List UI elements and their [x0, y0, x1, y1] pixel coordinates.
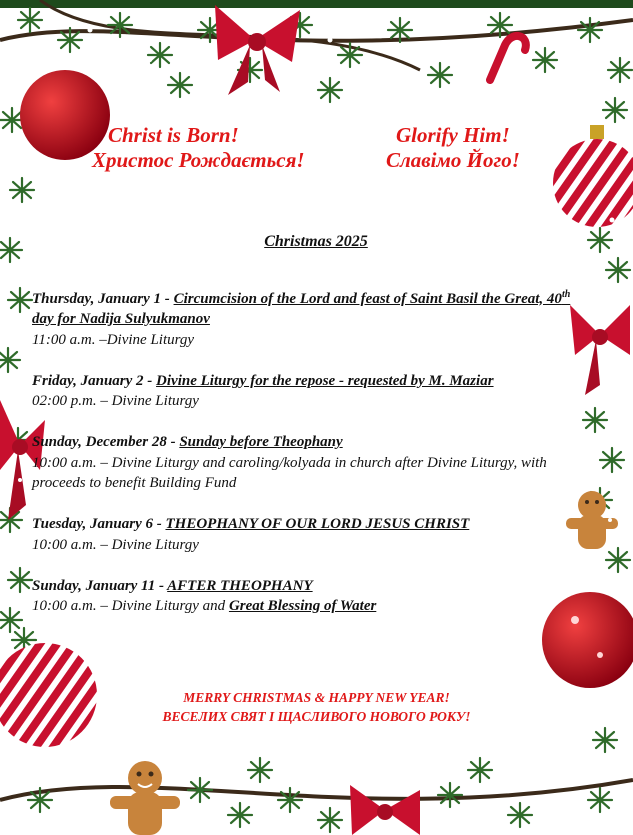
event-january-6 [32, 514, 592, 555]
event-heading [32, 371, 592, 392]
red-bow-top [215, 5, 300, 95]
event-name-text: Circumcision of the Lord and feast of Saint Basil the Great, 40 [173, 290, 562, 307]
greeting-line-english: Glorify Him! [396, 123, 510, 147]
greeting-christ-is-born [92, 123, 305, 173]
event-december-28 [32, 432, 592, 494]
event-name: THEOPHANY OF OUR LORD JESUS CHRIST [165, 516, 470, 532]
event-heading [32, 514, 592, 535]
pine-branches-bottom [0, 758, 633, 832]
pine-branches-left [0, 108, 36, 652]
event-details [32, 596, 592, 617]
closing-greeting [0, 688, 633, 726]
event-date: Sunday, December 28 - [32, 434, 180, 450]
event-name-end: day for Nadija Sulyukmanov [32, 311, 210, 327]
event-details: 10:00 a.m. – Divine Liturgy [32, 536, 199, 553]
greeting-glorify-him [386, 123, 520, 173]
event-date: Thursday, January 1 - [32, 290, 174, 307]
event-details-emphasis: Great Blessing of Water [228, 598, 377, 614]
gingerbread-man-bottom-left [110, 761, 180, 835]
greeting-line-ukrainian: Славімо Його! [386, 148, 520, 172]
schedule [32, 232, 592, 637]
greeting-line-ukrainian: Христос Рождається! [92, 148, 305, 172]
schedule-title: Christmas 2025 [264, 233, 368, 250]
closing-greeting-english: MERRY CHRISTMAS & HAPPY NEW YEAR! [183, 690, 450, 705]
ornament-ball-striped-right [553, 125, 633, 227]
event-details: 11:00 a.m. –Divine Liturgy [32, 331, 195, 348]
candy-cane-top-right [490, 36, 526, 80]
closing-greeting-ukrainian: ВЕСЕЛИХ СВЯТ І ЩАСЛИВОГО НОВОГО РОКУ! [162, 709, 471, 724]
event-january-2 [32, 371, 592, 412]
event-heading [32, 432, 592, 453]
event-heading [32, 576, 592, 597]
event-january-1 [32, 289, 592, 351]
event-name: Divine Liturgy for the repose - requested by M. Maziar [156, 372, 494, 389]
event-date: Tuesday, January 6 - [32, 516, 166, 532]
event-date: Sunday, January 11 - [32, 577, 168, 594]
event-details-text: 10:00 a.m. – Divine Liturgy and [32, 598, 229, 614]
ordinal-suffix: th [561, 288, 571, 300]
greeting-line-english: Christ is Born! [108, 123, 239, 147]
event-heading [32, 289, 592, 330]
event-details: 02:00 p.m. – Divine Liturgy [32, 393, 199, 409]
event-details: 10:00 a.m. – Divine Liturgy and caroling/kolyada in church after Divine Liturgy, with proceeds to benefit Building Fund [32, 454, 547, 491]
event-date: Friday, January 2 - [32, 372, 157, 389]
event-name: Sunday before Theophany [179, 434, 343, 450]
red-bow-bottom [350, 785, 420, 835]
event-january-11 [32, 576, 592, 617]
event-name: AFTER THEOPHANY [167, 577, 313, 594]
